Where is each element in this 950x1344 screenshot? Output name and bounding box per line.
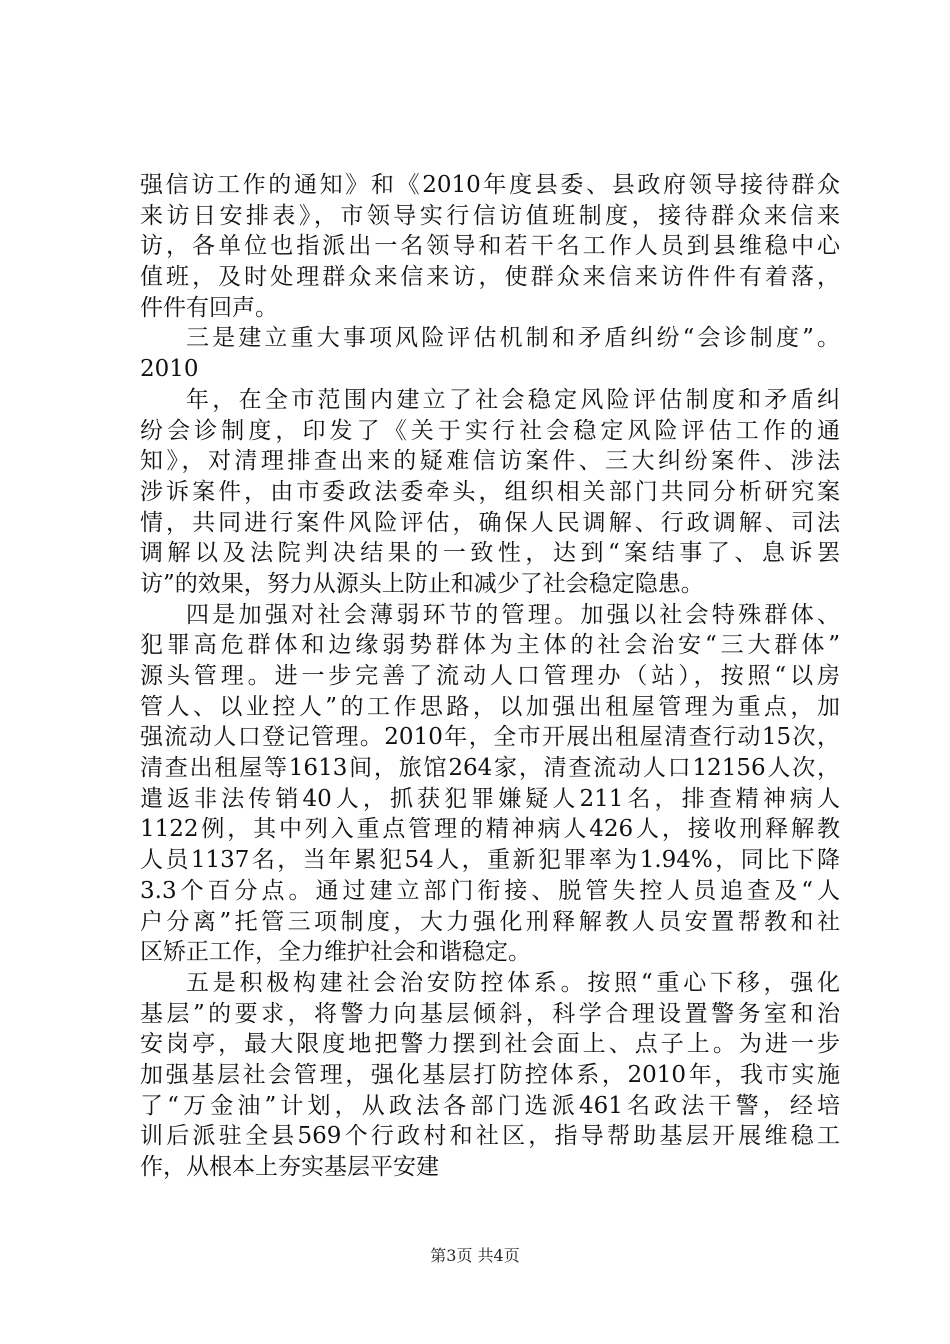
text-line: 管人、以业控人”的工作思路，以加强出租屋管理为重点，加 [140, 693, 840, 720]
text-line: 清查出租屋等1613间，旅馆264家，清查流动人口12156人次， [140, 755, 840, 782]
text-line: 2010 [140, 356, 199, 383]
text-line: 犯罪高危群体和边缘弱势群体为主体的社会治安“三大群体” [140, 632, 840, 659]
text-line: 户分离”托管三项制度，大力强化刑释解教人员安置帮教和社 [140, 908, 840, 935]
text-line: 作，从根本上夯实基层平安建 [140, 1154, 439, 1180]
text-line: 情，共同进行案件风险评估，确保人民调解、行政调解、司法 [140, 509, 840, 536]
text-line: 源头管理。进一步完善了流动人口管理办（站），按照“以房 [140, 663, 840, 689]
text-line: 强信访工作的通知》和《2010年度县委、县政府领导接待群众 [140, 172, 840, 198]
text-line: 来访日安排表》，市领导实行信访值班制度，接待群众来信来 [140, 202, 840, 229]
text-line: 访，各单位也指派出一名领导和若干名工作人员到县维稳中心 [140, 233, 840, 260]
text-line: 遣返非法传销40人，抓获犯罪嫌疑人211名，排查精神病人 [140, 785, 840, 812]
text-line: 知》，对清理排查出来的疑难信访案件、三大纠纷案件、涉法 [140, 448, 840, 475]
page-number-footer: 第3页 共4页 [430, 1246, 520, 1265]
text-line: 年，在全市范围内建立了社会稳定风险评估制度和矛盾纠 [186, 386, 840, 413]
text-line: 涉诉案件，由市委政法委牵头，组织相关部门共同分析研究案 [140, 478, 840, 505]
paragraph-heading-line: 五是积极构建社会治安防控体系。按照“重心下移，强化 [186, 969, 840, 996]
text-line: 访”的效果，努力从源头上防止和减少了社会稳定隐患。 [140, 570, 704, 597]
paragraph-heading-line: 四是加强对社会薄弱环节的管理。加强以社会特殊群体、 [186, 601, 840, 628]
text-line: 加强基层社会管理，强化基层打防控体系，2010年，我市实施 [140, 1061, 840, 1088]
text-line: 件件有回声。 [140, 294, 278, 321]
text-line: 人员1137名，当年累犯54人，重新犯罪率为1.94%，同比下降 [140, 847, 840, 874]
paragraph-heading-line: 三是建立重大事项风险评估机制和矛盾纠纷“会诊制度”。 [186, 325, 840, 352]
text-line: 纷会诊制度，印发了《关于实行社会稳定风险评估工作的通 [140, 417, 840, 444]
text-line: 强流动人口登记管理。2010年，全市开展出租屋清查行动15次， [140, 724, 840, 751]
text-line: 安岗亭，最大限度地把警力摆到社会面上、点子上。为进一步 [140, 1031, 840, 1058]
text-line: 基层”的要求，将警力向基层倾斜，科学合理设置警务室和治 [140, 1000, 840, 1027]
text-line: 3.3个百分点。通过建立部门衔接、脱管失控人员追查及“人 [140, 877, 840, 904]
text-line: 调解以及法院判决结果的一致性，达到“案结事了、息诉罢 [140, 540, 840, 567]
text-line: 1122例，其中列入重点管理的精神病人426人，接收刑释解教 [140, 816, 840, 843]
text-line: 区矫正工作，全力维护社会和谐稳定。 [140, 939, 531, 966]
text-line: 训后派驻全县569个行政村和社区，指导帮助基层开展维稳工 [140, 1123, 840, 1150]
document-body [140, 170, 840, 1183]
text-line: 了“万金油”计划，从政法各部门选派461名政法干警，经培 [140, 1092, 840, 1119]
text-line: 值班，及时处理群众来信来访，使群众来信来访件件有着落， [140, 264, 840, 291]
